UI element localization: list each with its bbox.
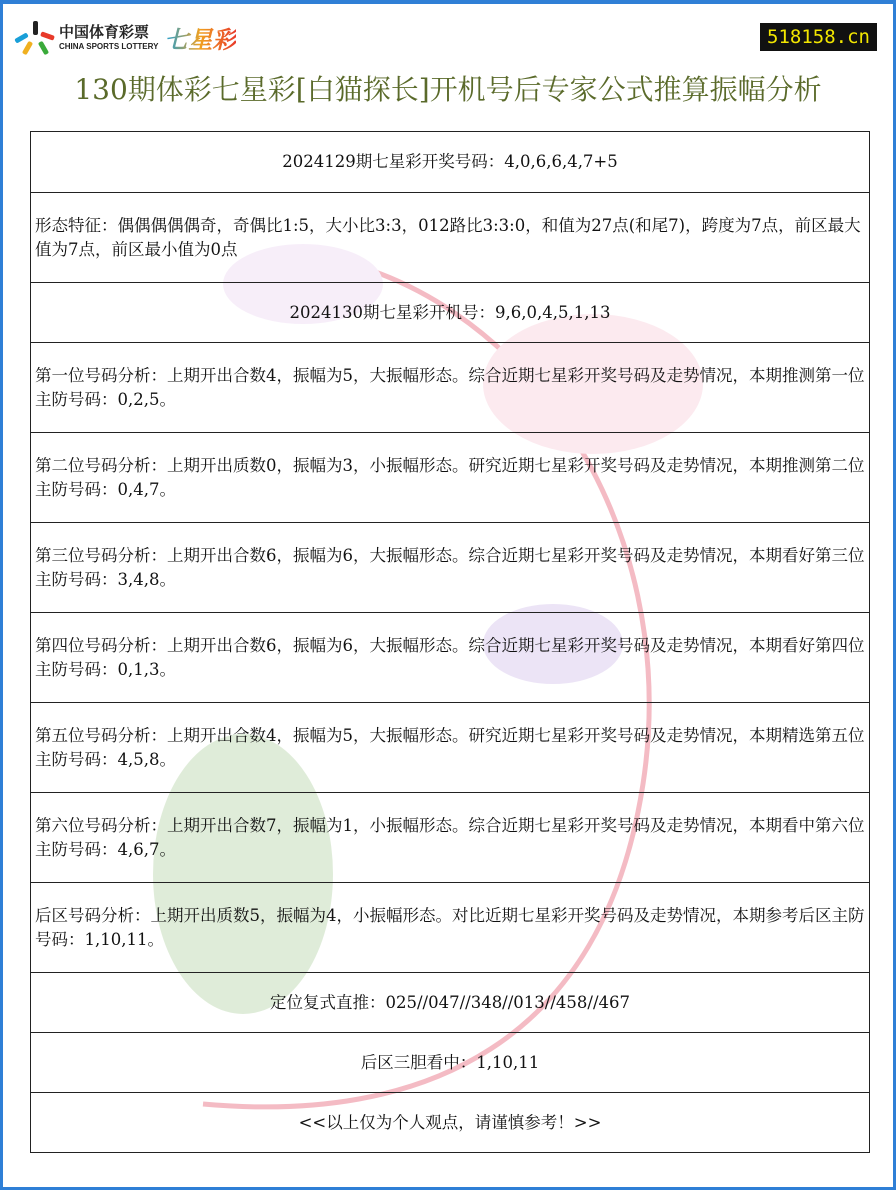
disclaimer: <<以上仅为个人观点，请谨慎参考！>>: [31, 1093, 870, 1153]
lottery-star-icon: [19, 21, 53, 55]
back-zone-analysis: 后区号码分析：上期开出质数5，振幅为4，小振幅形态。对比近期七星彩开奖号码及走势情况，本期参考后区主防号码：1,10,11。: [31, 883, 870, 973]
logo-en-text: CHINA SPORTS LOTTERY: [59, 41, 159, 51]
positional-recommendation: 定位复式直推：025//047//348//013//458//467: [31, 973, 870, 1033]
analysis-table: [30, 131, 870, 1153]
machine-number-row: 2024130期七星彩开机号：9,6,0,4,5,1,13: [31, 283, 870, 343]
logo-cn-text: 中国体育彩票: [59, 22, 150, 41]
position-1-analysis: 第一位号码分析：上期开出合数4，振幅为5，大振幅形态。综合近期七星彩开奖号码及走势情况，本期推测第一位主防号码：0,2,5。: [31, 343, 870, 433]
page-title: 130期体彩七星彩[白猫探长]开机号后专家公式推算振幅分析: [74, 73, 822, 106]
back-zone-picks: 后区三胆看中：1,10,11: [31, 1033, 870, 1093]
pattern-row: 形态特征：偶偶偶偶偶奇，奇偶比1:5，大小比3:3，012路比3:3:0，和值为27点(和尾7)，跨度为7点，前区最大值为7点，前区最小值为0点: [31, 193, 870, 283]
position-5-analysis: 第五位号码分析：上期开出合数4，振幅为5，大振幅形态。研究近期七星彩开奖号码及走势情况，本期精选第五位主防号码：4,5,8。: [31, 703, 870, 793]
position-6-analysis: 第六位号码分析：上期开出合数7，振幅为1，小振幅形态。综合近期七星彩开奖号码及走势情况，本期看中第六位主防号码：4,6,7。: [31, 793, 870, 883]
position-4-analysis: 第四位号码分析：上期开出合数6，振幅为6，大振幅形态。综合近期七星彩开奖号码及走势情况，本期看好第四位主防号码：0,1,3。: [31, 613, 870, 703]
position-2-analysis: 第二位号码分析：上期开出质数0，振幅为3，小振幅形态。研究近期七星彩开奖号码及走势情况，本期推测第二位主防号码：0,4,7。: [31, 433, 870, 523]
header: [3, 4, 893, 129]
site-badge[interactable]: 518158.cn: [760, 23, 877, 51]
china-sports-lottery-logo: [19, 20, 236, 55]
last-draw-row: 2024129期七星彩开奖号码：4,0,6,6,4,7+5: [31, 132, 870, 193]
position-3-analysis: 第三位号码分析：上期开出合数6，振幅为6，大振幅形态。综合近期七星彩开奖号码及走势情况，本期看好第三位主防号码：3,4,8。: [31, 523, 870, 613]
qixingcai-logo-text: 七星彩: [164, 20, 236, 55]
